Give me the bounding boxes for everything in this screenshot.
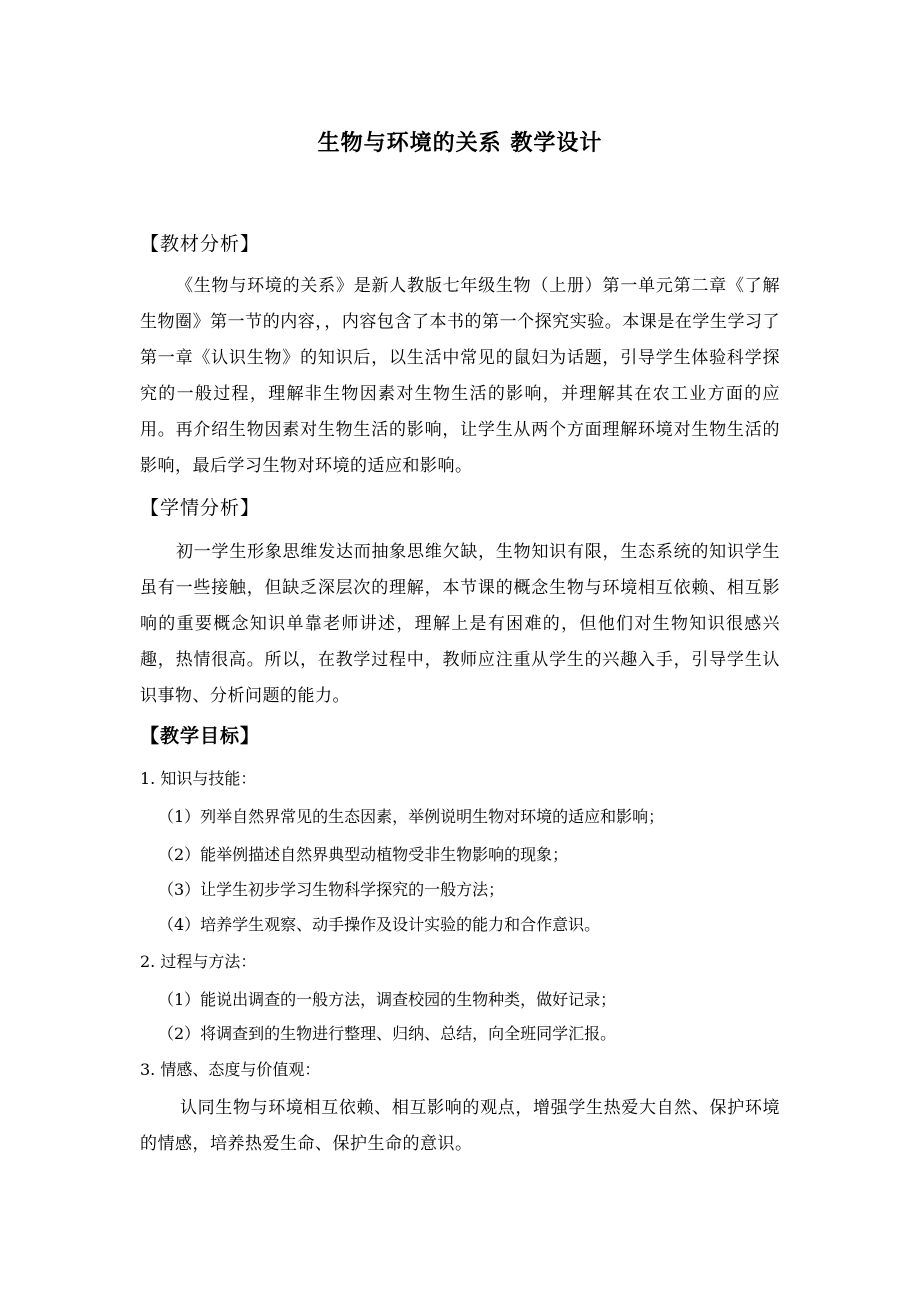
document-title: 生物与环境的关系 教学设计 (317, 131, 603, 156)
material-analysis-paragraph: 《生物与环境的关系》是新人教版七年级生物（上册）第一单元第二章《了解生物圈》第一节的内容，，内容包含了本书的第一个探究实验。本课是在学生学习了第一章《认识生物》的知识后，以生活中常见的鼠妇为话题，引导学生体验科学探究的一般过程，理解非生物因素对生物生活的影响，并理解其在农工业方面的应用。再介绍生物因素对生物生活的影响，让学生从两个方面理解环境对生物生活的影响，最后学习生物对环境的适应和影响。 (140, 276, 780, 476)
goal-attitude-paragraph: 认同生物与环境相互依赖、相互影响的观点，增强学生热爱大自然、保护环境的情感，培养热爱生命、保护生命的意识。 (140, 1098, 780, 1154)
goal-knowledge-label: 1. 知识与技能： (140, 769, 257, 788)
goal-process-item: （2）将调查到的生物进行整理、归纳、总结，向全班同学汇报。 (158, 1024, 617, 1043)
goal-knowledge-item: （2）能举例描述自然界典型动植物受非生物影响的现象； (158, 845, 569, 864)
goal-attitude-label: 3. 情感、态度与价值观： (140, 1060, 321, 1079)
section-heading-goals: 【教学目标】 (140, 725, 261, 747)
goal-knowledge-item: （3）让学生初步学习生物科学探究的一般方法； (158, 880, 505, 899)
section-heading-students: 【学情分析】 (140, 497, 261, 519)
student-analysis-paragraph: 初一学生形象思维发达而抽象思维欠缺，生物知识有限，生态系统的知识学生虽有一些接触，但缺乏深层次的理解，本节课的概念生物与环境相互依赖、相互影响的重要概念知识单靠老师讲述，理解上是有困难的，但他们对生物知识很感兴趣，热情很高。所以，在教学过程中，教师应注重从学生的兴趣入手，引导学生认识事物、分析问题的能力。 (140, 542, 780, 706)
goal-process-item: （1）能说出调查的一般方法，调查校园的生物种类，做好记录； (158, 990, 617, 1009)
section-heading-material: 【教材分析】 (140, 233, 261, 255)
goal-process-label: 2. 过程与方法： (140, 952, 257, 971)
goal-knowledge-item: （4）培养学生观察、动手操作及设计实验的能力和合作意识。 (158, 915, 601, 934)
goal-knowledge-item: （1）列举自然界常见的生态因素，举例说明生物对环境的适应和影响； (158, 807, 665, 826)
